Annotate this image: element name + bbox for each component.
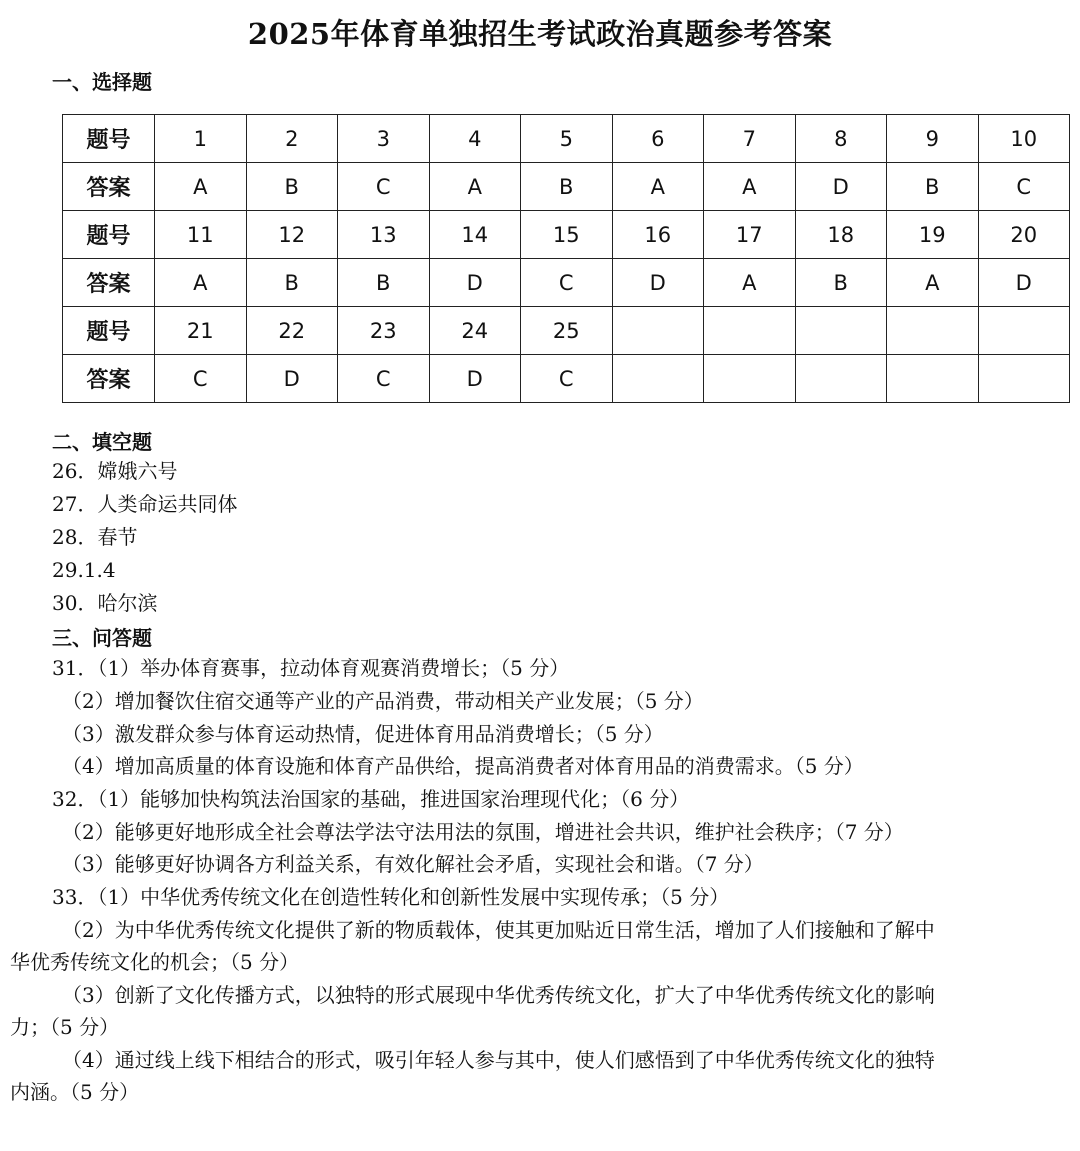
question-number-cell	[887, 307, 979, 355]
page-title: 2025年体育单独招生考试政治真题参考答案	[247, 17, 833, 51]
answer-cell: A	[887, 259, 979, 307]
answer-cell: D	[429, 355, 521, 403]
answer-cell: C	[338, 355, 430, 403]
question-number-cell: 14	[429, 211, 521, 259]
question-number-cell: 7	[704, 115, 796, 163]
table-row-numbers	[63, 211, 1070, 259]
answer-cell: D	[429, 259, 521, 307]
question-number-cell: 24	[429, 307, 521, 355]
section-heading-qa: 三、问答题	[52, 626, 152, 650]
answer-cell	[612, 355, 704, 403]
q31-line-3: （3）激发群众参与体育运动热情，促进体育用品消费增长；（5 分）	[62, 722, 664, 746]
question-number-cell: 19	[887, 211, 979, 259]
q32-line-2: （2）能够更好地形成全社会尊法学法守法用法的氛围，增进社会共识，维护社会秩序；（7 分）	[62, 820, 904, 844]
question-number-cell: 2	[246, 115, 338, 163]
fill-answer-27: 27．人类命运共同体	[52, 492, 238, 516]
q33-line-2a: （2）为中华优秀传统文化提供了新的物质载体，使其更加贴近日常生活，增加了人们接触和了解中	[62, 918, 935, 942]
section-heading-choice: 一、选择题	[52, 70, 152, 94]
answer-table	[62, 114, 1070, 403]
question-number-cell: 21	[155, 307, 247, 355]
answer-cell: D	[978, 259, 1070, 307]
answer-cell: C	[338, 163, 430, 211]
question-number-cell: 10	[978, 115, 1070, 163]
question-number-cell: 20	[978, 211, 1070, 259]
section-heading-fill: 二、填空题	[52, 430, 152, 454]
question-number-cell: 22	[246, 307, 338, 355]
answer-cell: A	[704, 163, 796, 211]
q32-line-3: （3）能够更好协调各方利益关系，有效化解社会矛盾，实现社会和谐。（7 分）	[62, 852, 764, 876]
q33-line-3b: 力；（5 分）	[10, 1015, 120, 1039]
answer-cell: D	[612, 259, 704, 307]
fill-answer-30: 30．哈尔滨	[52, 591, 158, 615]
q31-line-1: 31．（1）举办体育赛事，拉动体育观赛消费增长；（5 分）	[52, 656, 570, 680]
answer-cell: C	[521, 355, 613, 403]
answer-cell: B	[338, 259, 430, 307]
answer-cell	[704, 355, 796, 403]
question-number-cell: 13	[338, 211, 430, 259]
answer-cell: A	[155, 259, 247, 307]
question-number-cell: 4	[429, 115, 521, 163]
question-number-cell: 8	[795, 115, 887, 163]
q33-line-3a: （3）创新了文化传播方式，以独特的形式展现中华优秀传统文化，扩大了中华优秀传统文化的影响	[62, 983, 935, 1007]
row-label-answer: 答案	[63, 259, 155, 307]
q33-line-2b: 华优秀传统文化的机会；（5 分）	[10, 950, 300, 974]
answer-cell: A	[704, 259, 796, 307]
table-row-answers	[63, 163, 1070, 211]
row-label-number: 题号	[63, 115, 155, 163]
answer-cell: C	[521, 259, 613, 307]
question-number-cell: 9	[887, 115, 979, 163]
answer-cell	[795, 355, 887, 403]
q33-line-4a: （4）通过线上线下相结合的形式，吸引年轻人参与其中，使人们感悟到了中华优秀传统文化的独特	[62, 1048, 935, 1072]
question-number-cell: 15	[521, 211, 613, 259]
question-number-cell	[612, 307, 704, 355]
answer-cell: B	[521, 163, 613, 211]
question-number-cell	[704, 307, 796, 355]
table-row-answers	[63, 259, 1070, 307]
q33-line-1: 33．（1）中华优秀传统文化在创造性转化和创新性发展中实现传承；（5 分）	[52, 885, 730, 909]
fill-answer-29: 29.1.4	[52, 558, 116, 582]
question-number-cell	[978, 307, 1070, 355]
question-number-cell: 18	[795, 211, 887, 259]
question-number-cell: 6	[612, 115, 704, 163]
question-number-cell: 1	[155, 115, 247, 163]
q31-line-4: （4）增加高质量的体育设施和体育产品供给，提高消费者对体育用品的消费需求。（5 分）	[62, 754, 864, 778]
answer-cell: D	[795, 163, 887, 211]
question-number-cell: 3	[338, 115, 430, 163]
answer-cell	[887, 355, 979, 403]
question-number-cell: 12	[246, 211, 338, 259]
question-number-cell: 16	[612, 211, 704, 259]
question-number-cell: 25	[521, 307, 613, 355]
row-label-number: 题号	[63, 307, 155, 355]
answer-cell: B	[887, 163, 979, 211]
answer-cell: B	[246, 259, 338, 307]
answer-cell: A	[155, 163, 247, 211]
answer-cell: B	[795, 259, 887, 307]
question-number-cell	[795, 307, 887, 355]
fill-answer-26: 26．嫦娥六号	[52, 459, 178, 483]
answer-cell: A	[612, 163, 704, 211]
answer-cell: B	[246, 163, 338, 211]
q31-line-2: （2）增加餐饮住宿交通等产业的产品消费，带动相关产业发展；（5 分）	[62, 689, 704, 713]
row-label-number: 题号	[63, 211, 155, 259]
answer-cell	[978, 355, 1070, 403]
row-label-answer: 答案	[63, 163, 155, 211]
question-number-cell: 17	[704, 211, 796, 259]
answer-cell: C	[155, 355, 247, 403]
question-number-cell: 23	[338, 307, 430, 355]
table-row-numbers	[63, 307, 1070, 355]
table-row-numbers	[63, 115, 1070, 163]
q32-line-1: 32．（1）能够加快构筑法治国家的基础，推进国家治理现代化；（6 分）	[52, 787, 690, 811]
table-row-answers	[63, 355, 1070, 403]
answer-cell: A	[429, 163, 521, 211]
question-number-cell: 5	[521, 115, 613, 163]
question-number-cell: 11	[155, 211, 247, 259]
row-label-answer: 答案	[63, 355, 155, 403]
q33-line-4b: 内涵。（5 分）	[10, 1080, 140, 1104]
answer-cell: D	[246, 355, 338, 403]
answer-cell: C	[978, 163, 1070, 211]
fill-answer-28: 28．春节	[52, 525, 138, 549]
